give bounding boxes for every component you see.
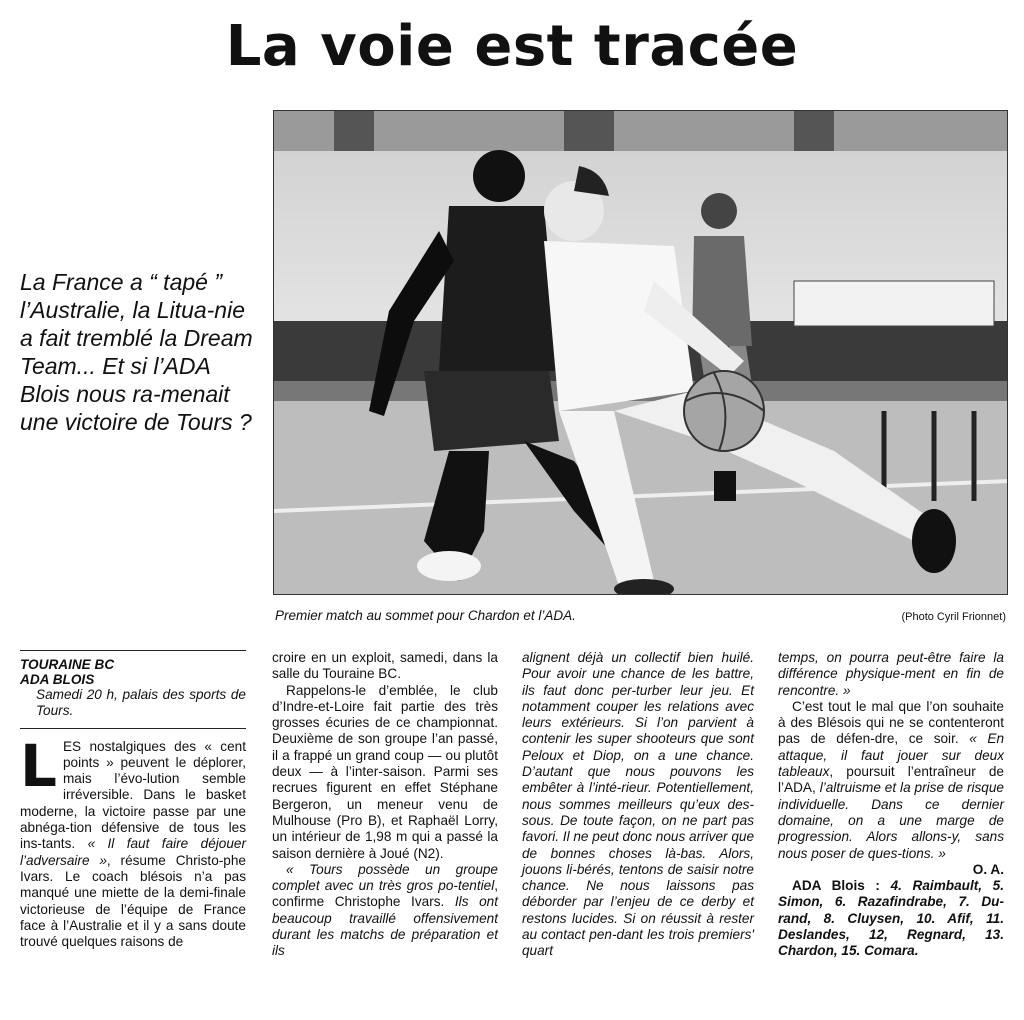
quote: « Tours possède un groupe complet avec un très gros po-tentiel [272, 861, 498, 894]
attribution: , confirme Christophe Ivars. [272, 878, 498, 910]
quote: « Il faut faire déjouer l’adversaire » [20, 836, 246, 868]
paragraph: Rappelons-le d’emblée, le club d’Indre-et-Loire fait partie des très grosses écuries de ce championnat. Deuxième de son groupe l’an passé, il a frappé un grand coup — ou plutôt deux — à l’inter-saison. Parmi ses recrues figurent en effet Stéphane Bergeron, un meneur venu de Mulhouse (Pro B), et Raphaël Lorry, un intérieur de 1,98 m qui a passé la saison dernière à Joué (N2). [272, 682, 498, 861]
lead-text: ES nostalgiques des « cent points » peuvent le déplorer, mais l’évo-lution semble irréversible. Dans le basket moderne, la victoire passe par une abnéga-tion défensive de tous les ins-tants. [20, 738, 246, 852]
team-home: TOURAINE BC [20, 657, 115, 672]
fact-box-teams [20, 657, 246, 687]
quote-paragraph: temps, on pourra peut-être faire la différence physique-ment en fin de rencontre. » [778, 650, 1004, 698]
team-lineup [778, 878, 1004, 959]
lead-paragraph [20, 731, 246, 951]
quote: Ils ont beaucoup travaillé offensivement durant les matchs de préparation et ils [272, 894, 498, 959]
paragraph: croire en un exploit, samedi, dans la salle du Touraine BC. [272, 650, 498, 682]
fact-box-schedule: Samedi 20 h, palais des sports de Tours. [36, 687, 246, 719]
article-column-4 [778, 650, 1004, 960]
attribution: , poursuit l’entraîneur de l’ADA, [778, 764, 1004, 796]
article-column-1 [20, 650, 246, 950]
author-signature: O. A. [972, 861, 1004, 877]
paragraph-text: C’est tout le mal que l’on souhaite à des Blésois qui ne se contenteront pas de défen-dre, ce soir. [778, 698, 1004, 747]
headline: La voie est tracée [225, 14, 799, 79]
paragraph [778, 699, 1004, 862]
lead-text-cont: , résume Christo-phe Ivars. Le coach blésois n’a pas manqué une miette de la demi-finale victorieuse de l’équipe de France face à l’Australie et il y a sans doute trouvé quelques raisons de [20, 852, 246, 950]
photo-credit: (Photo Cyril Frionnet) [901, 611, 1006, 623]
basketball-photo [273, 110, 1008, 595]
article-column-3 [522, 650, 754, 960]
divider [20, 728, 246, 729]
article-column-2 [272, 650, 498, 960]
standfirst: La France a “ tapé ” l’Australie, la Litua-nie a fait tremblé la Dream Team... Et si l’ADA Blois nous ra-menait une victoire de Tours ? [20, 269, 253, 435]
photo-caption: Premier match au sommet pour Chardon et l’ADA. [275, 608, 576, 623]
team-away: ADA BLOIS [20, 672, 95, 687]
quote-paragraph: alignent déjà un collectif bien huilé. Pour avoir une chance de les battre, ils faut donc per-turber leur jeu. Et notamment couper les relations avec leurs extérieurs. Si l’on parvient à contenir les super shooteurs que sont Peloux et Diop, on a une chance. D’autant que nous pouvons les embêter à l’inté-rieur. Potentiellement, nous sommes meilleurs qu’eux des-sous. De toute façon, on ne part pas favori. Il ne peut donc nous arriver que de bonnes choses là-bas. Alors, jouons li-bérés, tentons de saisir notre chance. Ne nous laissons pas déborder par l’enjeu de ce derby et restons lucides. Si on réussit à rester au contact pen-dant les trois premiers' quart [522, 650, 754, 959]
photo-illustration [274, 111, 1008, 595]
lineup-players: 4. Raimbault, 5. Simon, 6. Razafindrabe, 7. Du-rand, 8. Cluysen, 10. Afif, 11. Deslandes, 12, Regnard, 13. Chardon, 15. Comara. [778, 878, 1005, 959]
quote: l’altruisme et la prise de risque individuelle. Dans ce dernier domaine, on a une marge de progression. Alors allons-y, sans nous poser de ques-tions. » [778, 780, 1004, 861]
divider [20, 650, 246, 651]
paragraph [272, 862, 498, 960]
lineup-label: ADA Blois : [792, 878, 880, 894]
quote: « En attaque, il faut jouer sur deux tableaux [778, 731, 1005, 780]
drop-cap: L [20, 731, 57, 800]
